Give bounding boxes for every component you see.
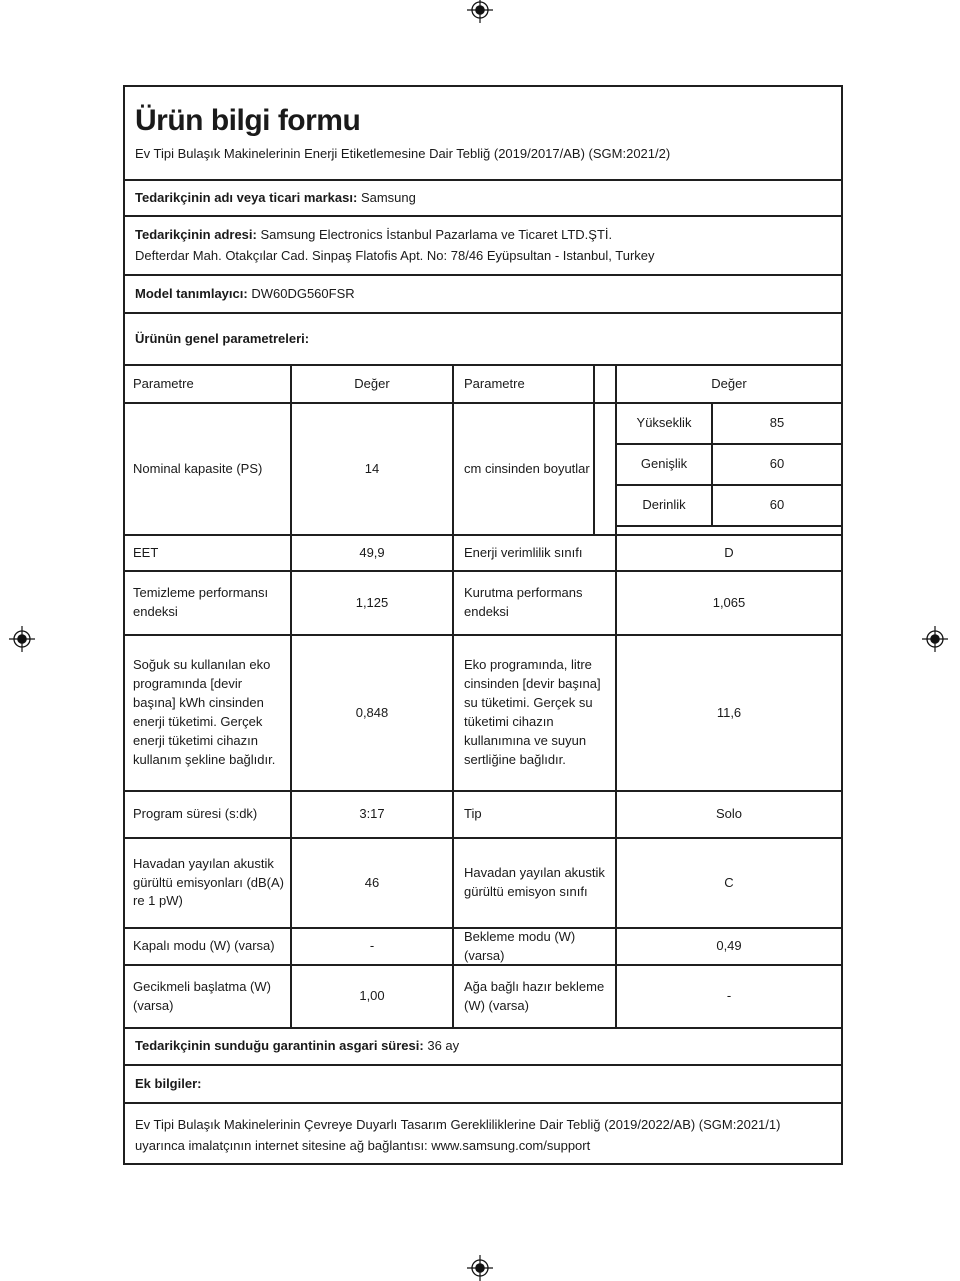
title-section [125,87,841,179]
cell-value: 0,49 [615,929,841,964]
dimensions-subtable [615,404,841,534]
cell-parameter: Kurutma performans endeksi [452,572,615,634]
address-line-2: Defterdar Mah. Otakçılar Cad. Sinpaş Flatofis Apt. No: 78/46 Eyüpsultan - Istanbul, Turkey [135,247,655,263]
cell-value: 49,9 [290,536,452,570]
registration-mark-icon [922,626,948,652]
warranty-line [135,1037,831,1056]
cell-parameter: Bekleme modu (W) (varsa) [452,929,615,964]
product-info-form [123,85,843,1165]
cell-parameter: Havadan yayılan akustik gürültü emisyon sınıfı [452,839,615,927]
cell-parameter: Gecikmeli başlatma (W) (varsa) [133,978,271,1013]
table-row [125,634,841,790]
warranty-label: Tedarikçinin sunduğu garantinin asgari süresi: [135,1038,424,1054]
warranty-value: 36 ay [427,1038,460,1054]
table-row [125,534,841,570]
page-title: Ürün bilgi formu [135,103,361,137]
table-row [125,964,841,1027]
registration-mark-icon [467,0,493,23]
general-params-label: Ürünün genel parametreleri: [135,330,310,346]
supplier-line [135,189,831,208]
header-value-1: Değer [290,366,452,402]
header-parameter-1: Parametre [133,375,194,391]
dimension-value: 85 [711,404,841,443]
cell-value: - [290,929,452,964]
address-value-1: Samsung Electronics İstanbul Pazarlama ve Ticaret LTD.ŞTİ. [260,227,613,243]
address-section [125,215,841,274]
address-label: Tedarikçinin adresi: [135,227,257,243]
header-value-2: Değer [615,366,841,402]
model-label: Model tanımlayıcı: [135,285,248,301]
cell-value: Solo [615,792,841,837]
dimension-value: 60 [711,486,841,525]
model-section [125,274,841,312]
dimension-label: Yükseklik [636,415,692,431]
dimension-value: 60 [711,445,841,484]
supplier-label: Tedarikçinin adı veya ticari markası: [135,189,358,205]
supplier-section [125,179,841,215]
table-header-row [125,364,841,402]
registration-mark-icon [467,1255,493,1281]
general-params-section [125,312,841,364]
dimension-row [617,404,841,443]
model-line [135,285,831,304]
cell-value: D [615,536,841,570]
dimension-label: Derinlik [642,497,686,513]
extra-info-label: Ek bilgiler: [135,1075,202,1091]
table-row [125,837,841,927]
cell-value: - [615,966,841,1027]
cell-value: 1,00 [290,966,452,1027]
cell-value: 3:17 [290,792,452,837]
cell-parameter: cm cinsinden boyutlar [452,404,615,534]
extra-info-section [125,1064,841,1102]
table-divider-line [593,364,595,534]
page-subtitle: Ev Tipi Bulaşık Makinelerinin Enerji Etiketlemesine Dair Tebliğ (2019/2017/AB) (SGM:2021/2) [135,146,671,162]
cell-parameter: Enerji verimlilik sınıfı [452,536,615,570]
cell-value: 0,848 [290,636,452,790]
cell-value: 14 [290,404,452,534]
cell-parameter: EET [133,544,159,560]
cell-parameter: Ağa bağlı hazır bekleme (W) (varsa) [452,966,615,1027]
registration-mark-icon [9,626,35,652]
cell-parameter: Nominal kapasite (PS) [133,460,263,476]
table-row [125,790,841,837]
dimension-label: Genişlik [640,456,688,472]
table-row [125,927,841,964]
cell-parameter: Havadan yayılan akustik gürültü emisyonları (dB(A) re 1 pW) [133,855,284,909]
dimension-row [617,484,841,525]
cell-parameter: Soğuk su kullanılan eko programında [devir başına] kWh cinsinden enerji tüketimi. Gerçek enerji tüketimi cihazın kullanım şekline bağlıdır. [133,657,276,767]
table-row [125,570,841,634]
supplier-value: Samsung [360,189,416,205]
cell-parameter: Temizleme performansı endeksi [133,585,269,619]
cell-value: 1,065 [615,572,841,634]
footer-note-section [125,1102,841,1167]
address-line-1 [135,225,831,245]
cell-value: 11,6 [615,636,841,790]
header-parameter-2: Parametre [452,366,615,402]
cell-value: 46 [290,839,452,927]
cell-parameter: Program süresi (s:dk) [133,806,258,822]
cell-parameter: Eko programında, litre cinsinden [devir başına] su tüketimi. Gerçek su tüketimi cihazın kullanımına ve suyun sertliğine bağlıdır. [452,636,615,790]
model-value: DW60DG560FSR [251,285,355,301]
cell-parameter: Tip [452,792,615,837]
table-row-capacity [125,402,841,534]
dimension-row [617,443,841,484]
cell-value: C [615,839,841,927]
cell-value: 1,125 [290,572,452,634]
footer-note: Ev Tipi Bulaşık Makinelerinin Çevreye Duyarlı Tasarım Gerekliliklerine Dair Tebliğ (2019/2022/AB) (SGM:2021/1) uyarınca imalatçının internet sitesine ağ bağlantısı: www.samsung.com/support [135,1116,781,1153]
cell-parameter: Kapalı modu (W) (varsa) [133,938,275,954]
warranty-section [125,1027,841,1064]
